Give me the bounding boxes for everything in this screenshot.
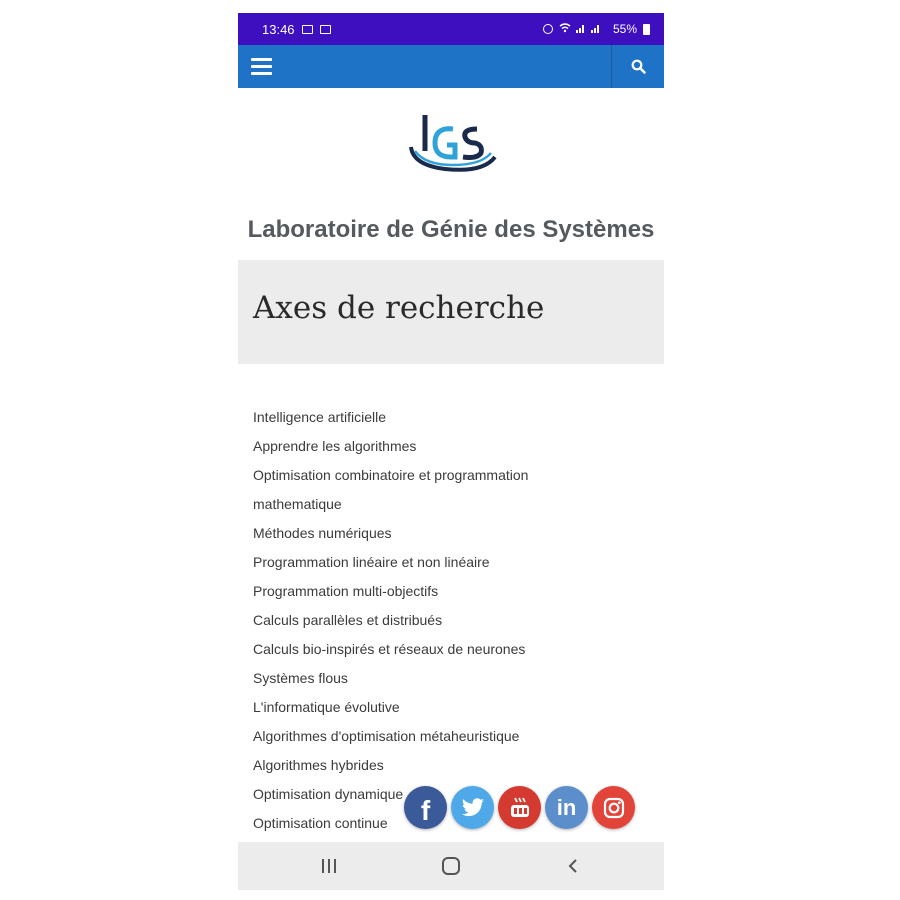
menu-button[interactable]: [238, 45, 284, 88]
twitter-icon: [461, 798, 485, 818]
search-icon: [631, 59, 646, 74]
list-item: Intelligence artificielle: [253, 409, 387, 425]
status-bar: [238, 13, 664, 45]
search-button[interactable]: [612, 45, 664, 88]
page-title: Axes de recherche: [253, 290, 545, 326]
twitter-button[interactable]: [451, 786, 494, 829]
app-bar: [238, 45, 664, 88]
hamburger-icon: [251, 58, 272, 61]
alarm-icon: [543, 24, 553, 34]
list-item: Calculs parallèles et distribués: [253, 612, 443, 628]
battery-level: 55%: [612, 22, 637, 36]
list-item: Optimisation combinatoire et programmation: [253, 467, 529, 483]
list-item: Systèmes flous: [253, 670, 348, 686]
list-item: L'informatique évolutive: [253, 699, 400, 715]
list-item: Programmation linéaire et non linéaire: [253, 554, 490, 570]
list-item: Optimisation dynamique: [253, 786, 404, 802]
list-item: Calculs bio-inspirés et réseaux de neurones: [253, 641, 526, 657]
gallery-notification-icon: [302, 25, 313, 34]
instagram-button[interactable]: [592, 786, 635, 829]
battery-icon: [643, 24, 650, 35]
phone-screen: [238, 13, 664, 890]
back-icon: [567, 858, 579, 874]
research-axes-list: [253, 403, 528, 838]
list-item: Algorithmes d'optimisation métaheuristique: [253, 728, 520, 744]
facebook-icon: f: [420, 794, 431, 826]
instagram-icon: [602, 796, 626, 820]
recents-button[interactable]: [309, 851, 349, 881]
back-button[interactable]: [553, 851, 593, 881]
site-title[interactable]: Laboratoire de Génie des Systèmes: [247, 216, 655, 243]
list-item: Algorithmes hybrides: [253, 757, 384, 773]
list-item: Méthodes numériques: [253, 525, 392, 541]
lgs-logo[interactable]: [405, 107, 499, 175]
recents-icon: [320, 858, 338, 874]
home-button[interactable]: [431, 851, 471, 881]
home-icon: [441, 857, 461, 875]
signal-icon: [559, 22, 607, 36]
social-share-bar: [404, 786, 635, 829]
list-item: Programmation multi-objectifs: [253, 583, 439, 599]
page-banner: [238, 260, 664, 364]
youtube-icon: [508, 796, 532, 820]
linkedin-button[interactable]: [545, 786, 588, 829]
facebook-button[interactable]: [404, 786, 447, 829]
list-item: Apprendre les algorithmes: [253, 438, 417, 454]
list-item: mathematique: [253, 496, 342, 512]
system-nav-bar: [238, 842, 664, 890]
youtube-button[interactable]: [498, 786, 541, 829]
app-notification-icon: [320, 25, 331, 34]
linkedin-icon: in: [556, 794, 577, 820]
status-time: 13:46: [262, 21, 295, 37]
list-item: Optimisation continue: [253, 815, 388, 831]
